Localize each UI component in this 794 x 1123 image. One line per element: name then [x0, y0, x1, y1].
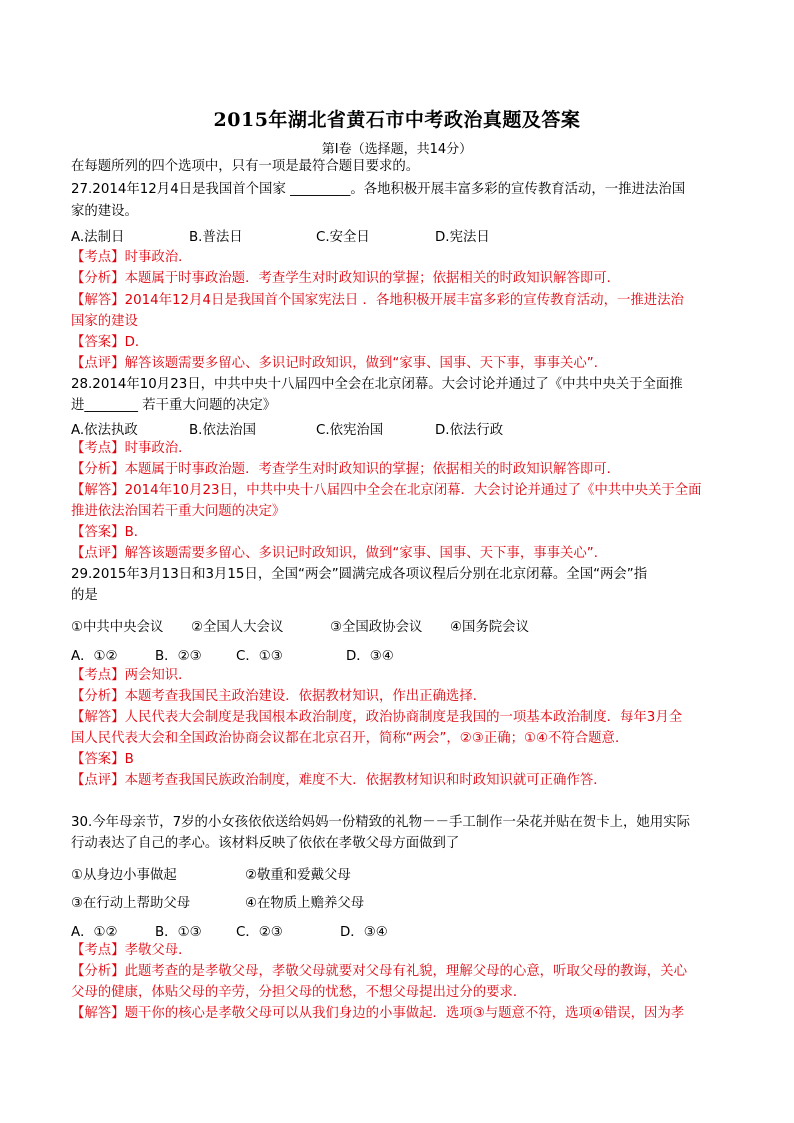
dianping-tag: 【点评】 — [71, 546, 125, 561]
q30-fenxi-line2: 父母的健康，体贴父母的辛劳，分担父母的忧愁，不想父母提出过分的要求． — [71, 985, 527, 1000]
q28-stem-line2: 进________ 若干重大问题的决定》 — [71, 398, 277, 413]
kaodian-tag: 【考点】 — [71, 943, 125, 958]
jieda-tag: 【解答】 — [71, 293, 125, 308]
kaodian-tag: 【考点】 — [71, 441, 125, 456]
fenxi-tag: 【分析】 — [71, 462, 125, 477]
kaodian-tag: 【考点】 — [71, 250, 125, 265]
q27-dianping-text: 解答该题需要多留心、多识记时政知识，做到“家事、国事、天下事，事事关心”． — [124, 356, 608, 371]
q27-option-b: B.普法日 — [189, 230, 243, 245]
fenxi-tag: 【分析】 — [71, 271, 125, 286]
q27-jieda-text: 2014年12月4日是我国首个国家宪法日 ．各地积极开展丰富多彩的宣传教育活动，一推进法治 — [124, 293, 684, 308]
q27-daan-text: D． — [124, 335, 149, 350]
q29-item-2: ②全国人大会议 — [191, 620, 284, 635]
q29-option-a: A．①② — [71, 649, 118, 664]
q29-daan — [71, 751, 134, 769]
q30-item-2: ②敬重和爱戴父母 — [245, 868, 351, 883]
q28-dianping — [71, 545, 607, 563]
q28-kaodian-text: 时事政治． — [124, 441, 192, 456]
jieda-tag: 【解答】 — [71, 1006, 125, 1021]
q29-dianping — [71, 772, 607, 790]
q28-option-c: C.依宪治国 — [316, 423, 384, 438]
q30-jieda-text: 题干你的核心是孝敬父母可以从我们身边的小事做起．选项③与题意不符，选项④错误，因为孝 — [124, 1006, 685, 1021]
q27-stem-line1: 27.2014年12月4日是我国首个国家 _________。各地积极开展丰富多彩的宣传教育活动，一推进法治国 — [71, 182, 686, 197]
kaodian-tag: 【考点】 — [71, 668, 125, 683]
q30-option-a: A．①② — [71, 925, 118, 940]
page-title: 2015年湖北省黄石市中考政治真题及答案 — [213, 109, 581, 131]
q28-option-a: A.依法执政 — [71, 423, 138, 438]
q29-item-4: ④国务院会议 — [450, 620, 529, 635]
fenxi-tag: 【分析】 — [71, 964, 125, 979]
q29-item-1: ①中共中央会议 — [71, 620, 164, 635]
q27-jieda-line2: 国家的建设 — [71, 314, 138, 329]
q29-kaodian — [71, 667, 192, 685]
q29-stem-line1: 29.2015年3月13日和3月15日，全国“两会”圆满完成各项议程后分别在北京闭幕。全国“两会”指 — [71, 567, 648, 582]
q27-daan — [71, 334, 148, 352]
q27-dianping — [71, 355, 607, 373]
q27-stem-line2: 家的建设。 — [71, 204, 138, 219]
q27-option-c: C.安全日 — [316, 230, 370, 245]
q27-kaodian — [71, 249, 192, 267]
q29-daan-text: B — [124, 752, 134, 767]
q30-fenxi-text: 此题考查的是孝敬父母，孝敬父母就要对父母有礼貌，理解父母的心意，听取父母的教诲，关心 — [124, 964, 687, 979]
fenxi-tag: 【分析】 — [71, 689, 125, 704]
q28-jieda-text: 2014年10月23日，中共中央十八届四中全会在北京闭幕．大会讨论并通过了《中共中央关于全面 — [124, 483, 702, 498]
q29-fenxi — [71, 688, 486, 706]
q28-jieda-line1 — [71, 482, 702, 500]
q30-item-3: ③在行动上帮助父母 — [71, 896, 191, 911]
q29-option-b: B．②③ — [155, 649, 202, 664]
q30-jieda-line1 — [71, 1005, 684, 1023]
q29-item-3: ③全国政协会议 — [330, 620, 423, 635]
daan-tag: 【答案】 — [71, 525, 125, 540]
q29-jieda-text: 人民代表大会制度是我国根本政治制度，政治协商制度是我国的一项基本政治制度．每年3月全 — [124, 710, 683, 725]
q28-fenxi — [71, 461, 620, 479]
q27-option-d: D.宪法日 — [435, 230, 490, 245]
q27-option-a: A.法制日 — [71, 230, 125, 245]
q29-option-c: C．①③ — [236, 649, 283, 664]
q28-kaodian — [71, 440, 192, 458]
dianping-tag: 【点评】 — [71, 356, 125, 371]
section-heading: 第Ⅰ卷（选择题，共14分） — [321, 142, 473, 157]
q30-stem-line2: 行动表达了自己的孝心。该材料反映了依依在孝敬父母方面做到了 — [71, 836, 460, 851]
jieda-tag: 【解答】 — [71, 710, 125, 725]
q28-option-d: D.依法行政 — [435, 423, 504, 438]
q29-jieda-line1 — [71, 709, 682, 727]
q29-jieda-line2: 国人民代表大会和全国政治协商会议都在北京召开，简称“两会”，②③正确；①④不符合题意． — [71, 731, 629, 746]
q30-kaodian-text: 孝敬父母． — [124, 943, 192, 958]
q27-jieda-line1 — [71, 292, 684, 310]
q27-fenxi-text: 本题属于时事政治题．考查学生对时政知识的掌握；依据相关的时政知识解答即可． — [124, 271, 621, 286]
q28-daan-text: B． — [124, 525, 148, 540]
instruction: 在每题所列的四个选项中，只有一项是最符合题目要求的。 — [71, 159, 420, 174]
q28-daan — [71, 524, 147, 542]
q28-stem-line1: 28.2014年10月23日，中共中央十八届四中全会在北京闭幕。大会讨论并通过了《中共中央关于全面推 — [71, 377, 683, 392]
q28-fenxi-text: 本题属于时事政治题．考查学生对时政知识的掌握；依据相关的时政知识解答即可． — [124, 462, 621, 477]
q30-option-b: B．①③ — [155, 925, 202, 940]
q29-stem-line2: 的是 — [71, 588, 98, 603]
q28-dianping-text: 解答该题需要多留心、多识记时政知识，做到“家事、国事、天下事，事事关心”． — [124, 546, 608, 561]
dianping-tag: 【点评】 — [71, 773, 125, 788]
q30-kaodian — [71, 942, 192, 960]
q30-stem-line1: 30.今年母亲节，7岁的小女孩依依送给妈妈一份精致的礼物－－手工制作一朵花并贴在贺卡上，她用实际 — [71, 815, 690, 830]
q28-option-b: B.依法治国 — [189, 423, 257, 438]
q30-fenxi-line1 — [71, 963, 687, 981]
q27-fenxi — [71, 270, 620, 288]
q29-kaodian-text: 两会知识． — [124, 668, 192, 683]
q29-option-d: D．③④ — [346, 649, 394, 664]
q29-fenxi-text: 本题考查我国民主政治建设．依据教材知识，作出正确选择． — [124, 689, 487, 704]
q30-item-4: ④在物质上赡养父母 — [245, 896, 365, 911]
q27-kaodian-text: 时事政治． — [124, 250, 192, 265]
q28-jieda-line2: 推进依法治国若干重大问题的决定》 — [71, 504, 286, 519]
q30-item-1: ①从身边小事做起 — [71, 868, 177, 883]
q29-dianping-text: 本题考查我国民族政治制度，难度不大．依据教材知识和时政知识就可正确作答． — [124, 773, 607, 788]
jieda-tag: 【解答】 — [71, 483, 125, 498]
daan-tag: 【答案】 — [71, 335, 125, 350]
q30-option-d: D．③④ — [340, 925, 388, 940]
daan-tag: 【答案】 — [71, 752, 125, 767]
q30-option-c: C．②③ — [236, 925, 283, 940]
